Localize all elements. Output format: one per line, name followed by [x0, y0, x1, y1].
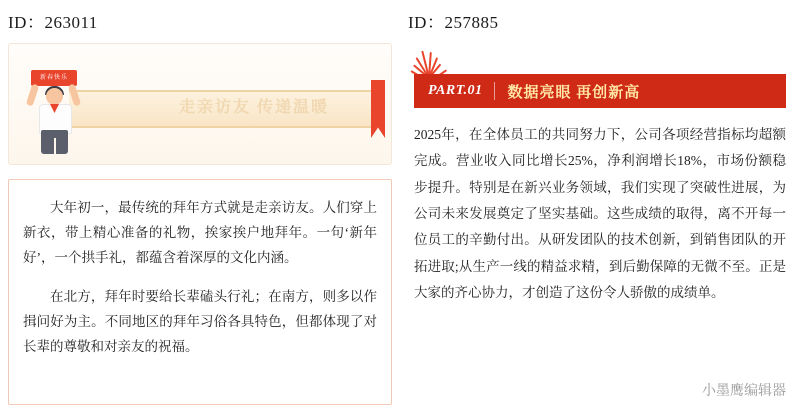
person-leg-gap-icon [54, 138, 56, 154]
section-header-bar [414, 74, 786, 108]
left-paragraph-1: 大年初一，最传统的拜年方式就是走亲访友。人们穿上新衣，带上精心准备的礼物，挨家挨户地拜年。一句‘新年好’，一个拱手礼，都蕴含着深厚的文化内涵。 [23, 200, 377, 265]
right-id-label: ID：257885 [408, 13, 499, 32]
watermark-label: 小墨鹰编辑器 [702, 384, 786, 399]
person-sign-text: 新春快乐 [39, 75, 68, 81]
left-banner [8, 43, 392, 165]
left-text-card [8, 179, 392, 405]
right-body-text: 2025年，在全体员工的共同努力下，公司各项经营指标均超额完成。营业收入同比增长25%，净利润增长18%，市场份额稳步提升。特别是在新兴业务领域，我们实现了突破性进展，为公司未来发展奠定了坚实基础。这些成绩的取得，离不开每一位员工的辛勤付出。从研发团队的技术创新，到销售团队的开拓进取;从生产一线的精益求精，到后勤保障的无微不至。正是大家的齐心协力，才创造了这份令人骄傲的成绩单。 [414, 127, 786, 300]
person-illustration-icon [23, 70, 85, 154]
fireworks-icon [408, 36, 450, 78]
banner-ribbon-text: 走亲访友 传递温暖 [178, 99, 329, 116]
person-legs-icon [41, 130, 68, 154]
section-title: 数据亮眼 再创新高 [507, 84, 641, 101]
left-paragraph-2: 在北方，拜年时要给长辈磕头行礼；在南方，则多以作揖问好为主。不同地区的拜年习俗各具特色，但都体现了对长辈的尊敬和对亲友的祝福。 [23, 288, 377, 354]
left-id-label: ID：263011 [8, 13, 98, 32]
person-left-arm-icon [26, 83, 39, 106]
right-template-column [400, 0, 800, 410]
person-head-icon [46, 88, 63, 105]
section-part-label: PART.01 [428, 83, 483, 98]
person-right-arm-icon [68, 83, 81, 106]
